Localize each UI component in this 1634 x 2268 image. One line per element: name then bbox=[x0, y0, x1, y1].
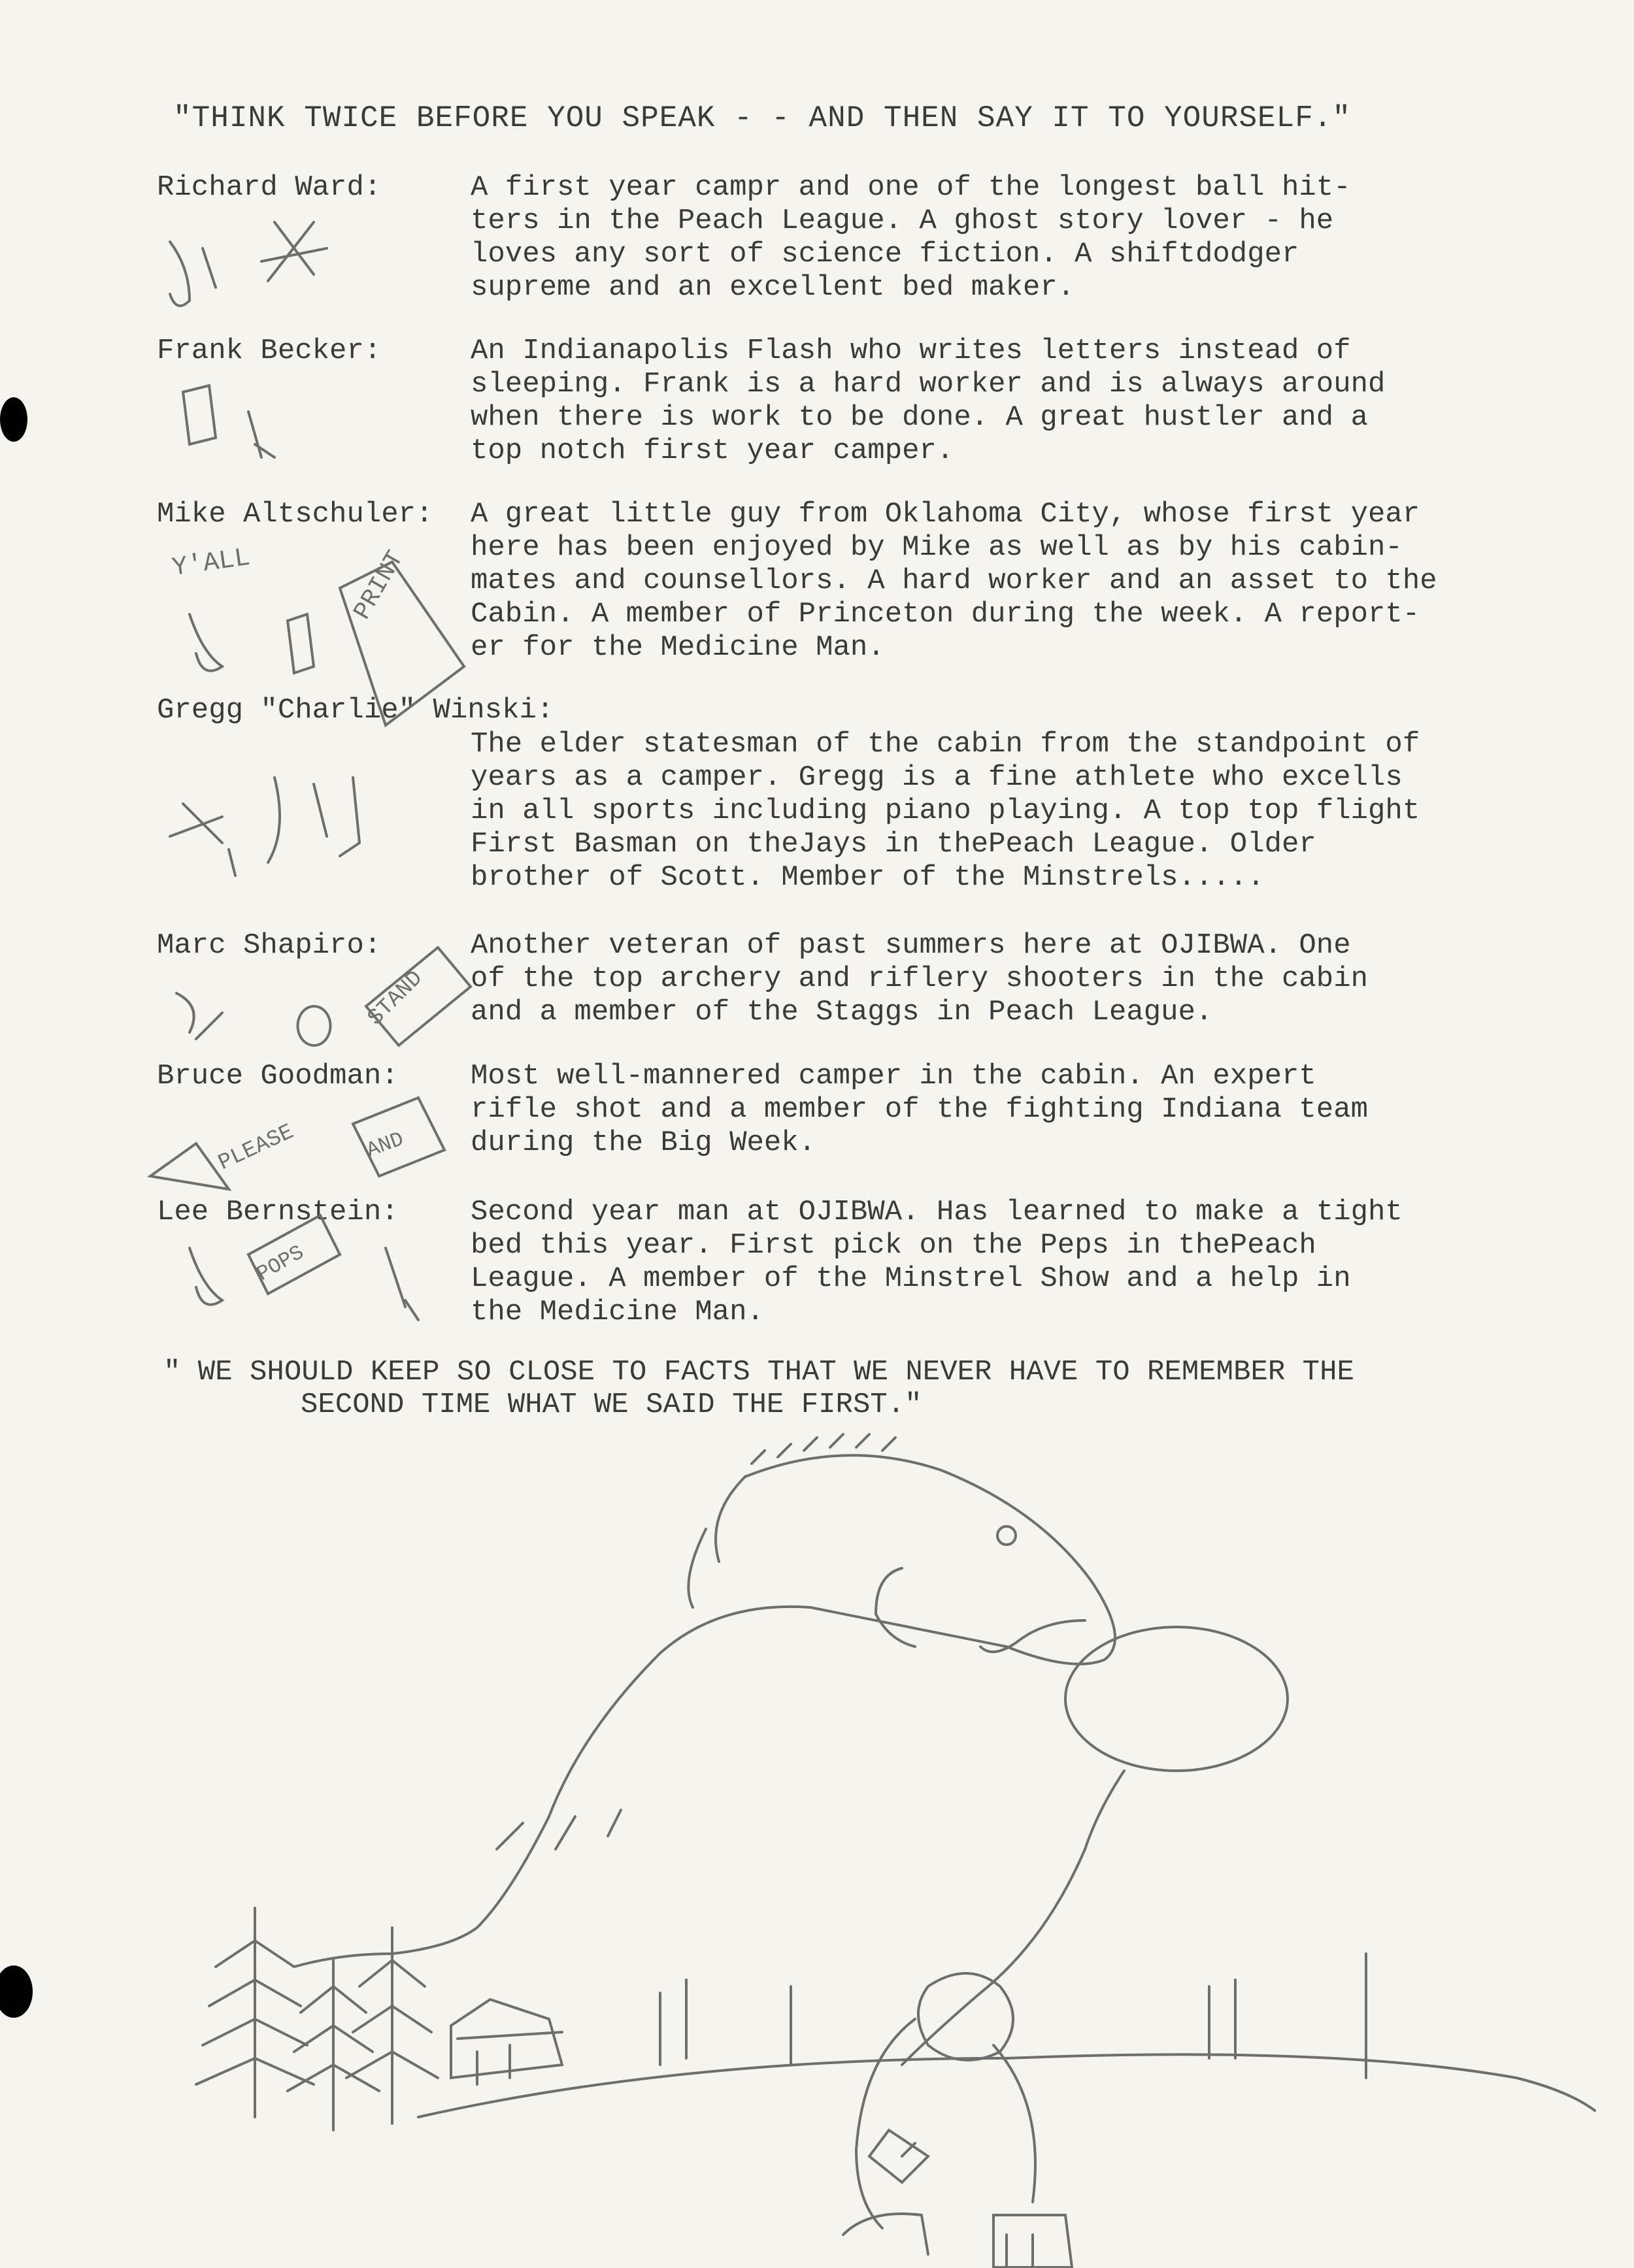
header-quote: "THINK TWICE BEFORE YOU SPEAK - - AND THEN SAY IT TO YOURSELF." bbox=[173, 101, 1352, 135]
doodle-word-pops: POPS bbox=[252, 1240, 308, 1287]
doodle-word-and: AND bbox=[363, 1126, 407, 1163]
entry-description: Second year man at OJIBWA. Has learned to make a tight bed this year. First pick on the Peps in thePeach League. A member of the Minstrel Show and a help in the Medicine Man. bbox=[471, 1196, 1403, 1328]
landscape-drawing bbox=[196, 1908, 1595, 2267]
entry-name: Frank Becker: bbox=[157, 335, 382, 367]
doodle-frank bbox=[183, 386, 275, 457]
doodle-mike bbox=[171, 544, 464, 725]
entry-description: Another veteran of past summers here at OJIBWA. One of the top archery and riflery shooters in the cabin and a member of the Staggs in Peach League. bbox=[471, 929, 1369, 1028]
doodle-word-stand: STAND bbox=[363, 966, 428, 1031]
doodle-richard bbox=[170, 222, 327, 306]
doodle-word-print: PRINT bbox=[348, 546, 410, 625]
entry-name: Marc Shapiro: bbox=[157, 929, 382, 962]
footer-quote-line1: " WE SHOULD KEEP SO CLOSE TO FACTS THAT WE NEVER HAVE TO REMEMBER THE bbox=[163, 1356, 1354, 1389]
entry-description: An Indianapolis Flash who writes letters instead of sleeping. Frank is a hard worker and is always around when there is work to be done. A great hustler and a top notch first year camper. bbox=[471, 335, 1386, 467]
entry-description: A great little guy from Oklahoma City, whose first year here has been enjoyed by Mike as well as by his cabin- mates and counsellors. A hard worker and an asset to the Cabin. A member of Princeton during the week. A report- er for the Medicine Man. bbox=[471, 498, 1437, 664]
entry-name: Bruce Goodman: bbox=[157, 1060, 399, 1093]
entry-name: Richard Ward: bbox=[157, 171, 382, 204]
entry-name: Gregg "Charlie" Winski: bbox=[157, 694, 554, 727]
footer-quote-line2: SECOND TIME WHAT WE SAID THE FIRST." bbox=[301, 1389, 922, 1421]
doodle-lee bbox=[190, 1215, 418, 1320]
entry-description: A first year campr and one of the longest ball hit- ters in the Peach League. A ghost story lover - he loves any sort of science fiction. A shiftdodger supreme and an excellent bed maker. bbox=[471, 171, 1351, 304]
entry-name: Lee Bernstein: bbox=[157, 1196, 399, 1228]
entry-description: The elder statesman of the cabin from the standpoint of years as a camper. Gregg is a fine athlete who excells in all sports including piano playing. A top top flight First Basman on theJays in thePeach League. Older brother of Scott. Member of the Minstrels..... bbox=[471, 728, 1420, 894]
fish-drawing bbox=[294, 1434, 1288, 2065]
doodle-bruce bbox=[150, 1098, 444, 1189]
doodle-word-yall: Y'ALL bbox=[170, 543, 252, 583]
doodle-gregg bbox=[170, 778, 359, 876]
doodle-word-please: PLEASE bbox=[214, 1119, 298, 1176]
doodle-marc bbox=[176, 947, 471, 1045]
entry-description: Most well-mannered camper in the cabin. An expert rifle shot and a member of the fighting Indiana team during the Big Week. bbox=[471, 1060, 1369, 1159]
entry-name: Mike Altschuler: bbox=[157, 498, 433, 531]
